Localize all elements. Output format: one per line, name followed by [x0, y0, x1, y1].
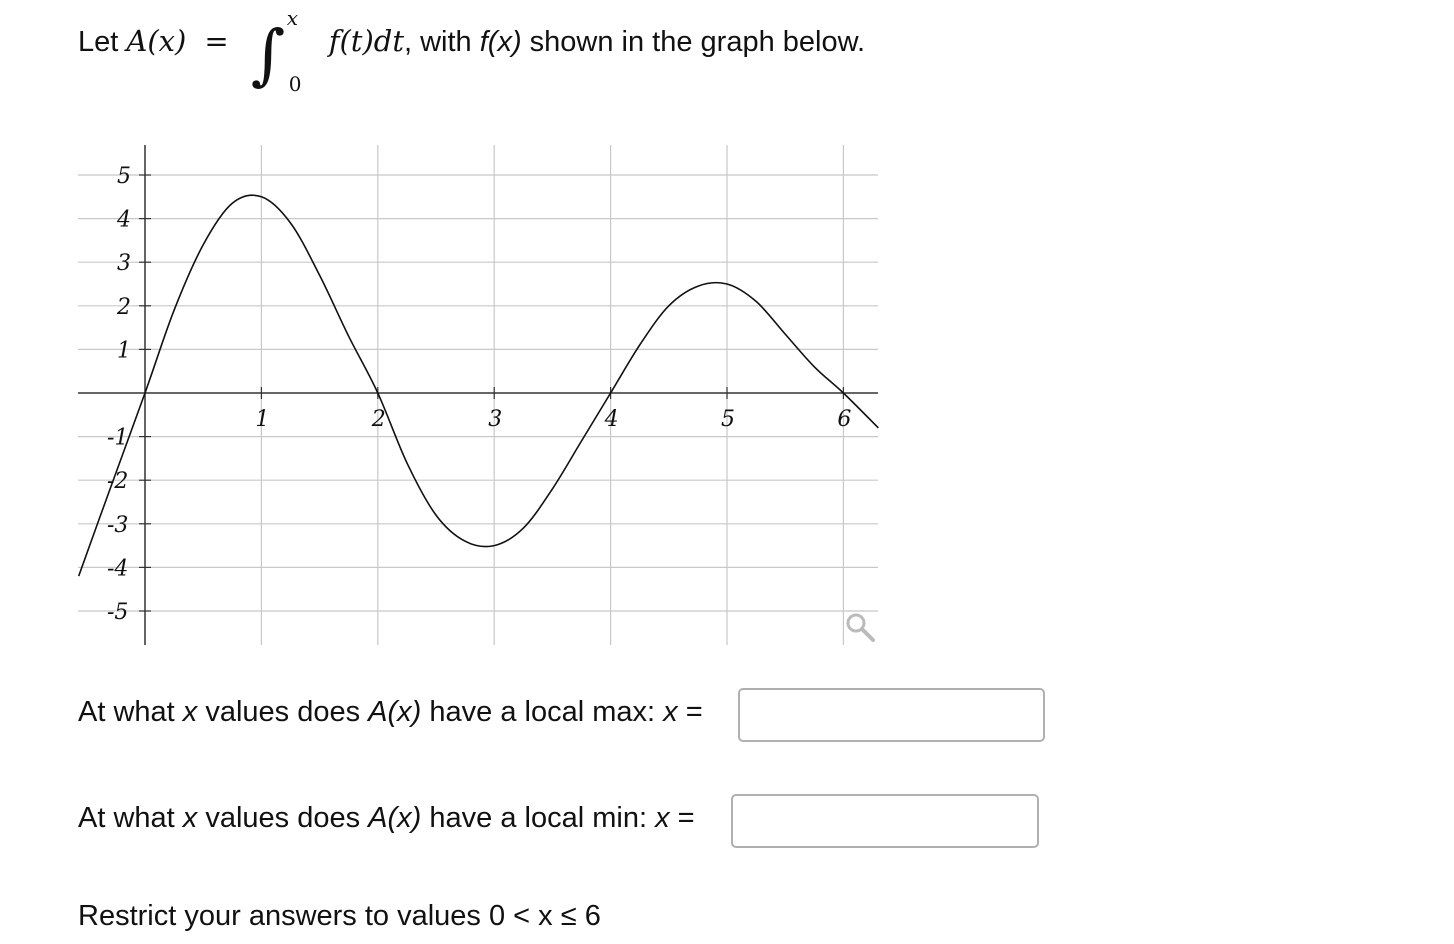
- function-graph: [78, 140, 888, 645]
- q2-ax: A(x): [368, 802, 422, 834]
- q1-mid: values does: [197, 696, 369, 728]
- integral-sign: ∫ x 0: [250, 6, 302, 97]
- y-tick-label-3: 3: [117, 251, 131, 277]
- y-tick-label-1: -1: [107, 425, 129, 451]
- y-tick-label-2: -2: [107, 469, 129, 495]
- prompt-lead: Let: [78, 26, 127, 58]
- magnify-icon[interactable]: [848, 615, 873, 640]
- problem-statement: [78, 6, 866, 97]
- restriction-note: Restrict your answers to values 0 < x ≤ 6: [78, 900, 601, 932]
- q2-x: x: [182, 802, 198, 834]
- tick-labels: [107, 164, 851, 625]
- x-tick-label-5: 5: [721, 407, 735, 432]
- lower-limit: 0: [288, 72, 302, 97]
- y-tick-label-4: 4: [117, 207, 131, 233]
- q1-pre: At what: [78, 696, 183, 728]
- q1-post: have a local max:: [421, 696, 664, 728]
- prompt-integrand: f(t)dt: [328, 24, 404, 58]
- x-tick-label-1: 1: [255, 407, 270, 432]
- question-local-max: [78, 696, 703, 729]
- y-tick-label-5: -5: [107, 600, 129, 625]
- y-tick-label-4: -4: [107, 556, 129, 582]
- q1-eq: =: [677, 696, 703, 728]
- q2-eq: =: [669, 802, 695, 834]
- prompt-comma: , with: [403, 26, 480, 58]
- question-local-min: [78, 802, 695, 835]
- q2-post: have a local min:: [421, 802, 656, 834]
- q1-x: x: [182, 696, 198, 728]
- f-curve: [79, 195, 879, 576]
- x-tick-label-2: 2: [371, 407, 386, 432]
- local-min-input[interactable]: [731, 794, 1039, 848]
- graph-svg: [78, 140, 888, 645]
- upper-limit: x: [286, 6, 299, 31]
- q1-x2: x: [663, 696, 678, 728]
- prompt-equals: =: [204, 24, 229, 58]
- x-tick-label-4: 4: [604, 407, 619, 432]
- x-tick-label-6: 6: [837, 407, 852, 432]
- prompt-fx: f(x): [479, 26, 522, 58]
- y-tick-label-2: 2: [117, 294, 131, 320]
- y-tick-label-3: -3: [107, 512, 129, 538]
- x-tick-label-3: 3: [488, 407, 503, 432]
- grid-lines: [78, 145, 878, 645]
- local-max-input[interactable]: [738, 688, 1045, 742]
- q2-x2: x: [655, 802, 670, 834]
- prompt-tail: shown in the graph below.: [521, 26, 866, 58]
- q1-ax: A(x): [368, 696, 422, 728]
- q2-pre: At what: [78, 802, 183, 834]
- y-tick-label-5: 5: [117, 164, 131, 189]
- prompt-lhs: A(x): [126, 24, 187, 58]
- y-tick-label-1: 1: [117, 338, 131, 364]
- axes: [78, 145, 878, 645]
- q2-mid: values does: [197, 802, 369, 834]
